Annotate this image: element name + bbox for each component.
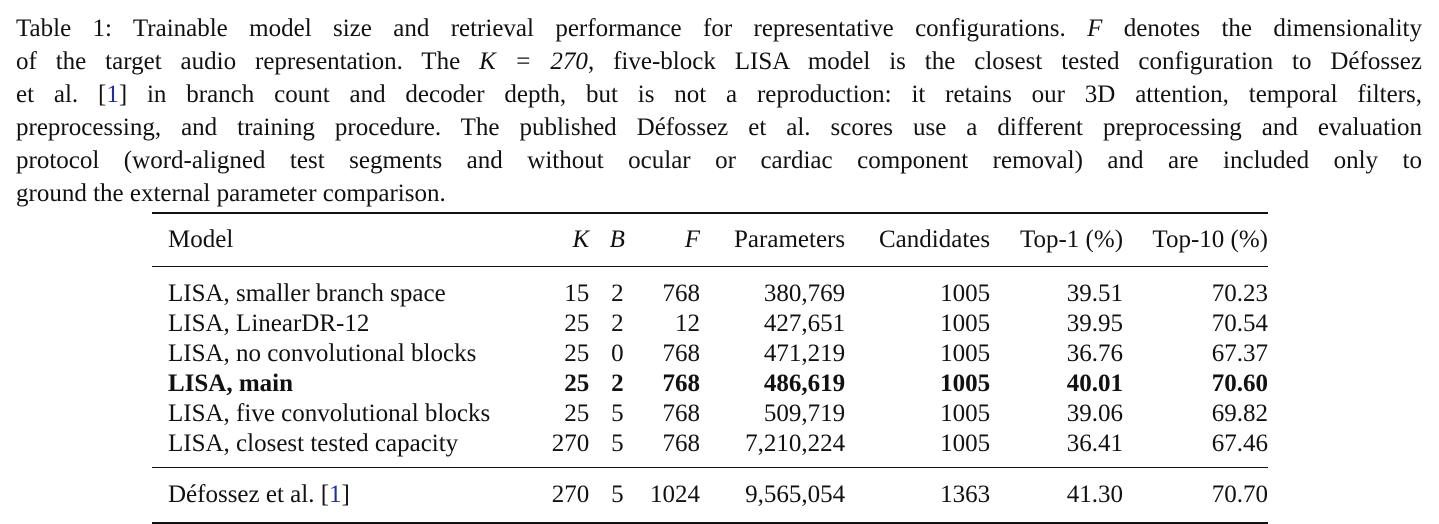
caption-line-2: of the target audio representation. The K = 270, five-block LISA model is the closest tested configuration to Défossez — [16, 48, 1422, 75]
caption-line-4: preprocessing, and training procedure. The published Défossez et al. scores use a different preprocessing and evaluation — [16, 114, 1422, 141]
header-top1: Top-1 (%) — [1019, 226, 1124, 253]
header-model: Model — [168, 226, 234, 253]
table-row-external: Défossez et al. [1] 270 5 1024 9,565,054 1363 41.30 70.70 — [152, 468, 1268, 524]
table-row: LISA, no convolutional blocks 25 0 768 471,219 1005 36.76 67.37 — [168, 340, 1268, 367]
table-caption — [16, 12, 1422, 210]
results-table — [152, 212, 1268, 524]
table-row: LISA, closest tested capacity 270 5 768 7,210,224 1005 36.41 67.46 — [168, 430, 1268, 457]
header-candidates: Candidates — [879, 226, 991, 253]
citation-link[interactable]: 1 — [106, 81, 119, 108]
citation-link[interactable]: 1 — [329, 481, 342, 508]
table-header-row — [152, 213, 1268, 267]
header-top10: Top-10 (%) — [1152, 226, 1268, 253]
table-row: LISA, LinearDR-12 25 2 12 427,651 1005 39.95 70.54 — [168, 310, 1268, 337]
caption-line-5: protocol (word-aligned test segments and without ocular or cardiac component removal) and are included only to — [16, 147, 1422, 174]
table-row-highlighted: LISA, main 25 2 768 486,619 1005 40.01 70.60 — [168, 370, 1268, 397]
header-b: B — [609, 226, 625, 253]
header-parameters: Parameters — [734, 226, 846, 253]
table-row: LISA, five convolutional blocks 25 5 768 509,719 1005 39.06 69.82 — [168, 400, 1268, 427]
table-row: LISA, smaller branch space 15 2 768 380,769 1005 39.51 70.23 — [152, 267, 1268, 310]
caption-line-6: ground the external parameter comparison. — [16, 180, 446, 207]
caption-line-1: Table 1: Trainable model size and retrieval performance for representative configurations. F denotes the dimensionality — [16, 15, 1422, 42]
header-k: K — [572, 226, 590, 253]
header-f: F — [684, 226, 701, 253]
caption-line-3: et al. [1] in branch count and decoder depth, but is not a reproduction: it retains our 3D attention, temporal filters, — [16, 81, 1422, 108]
